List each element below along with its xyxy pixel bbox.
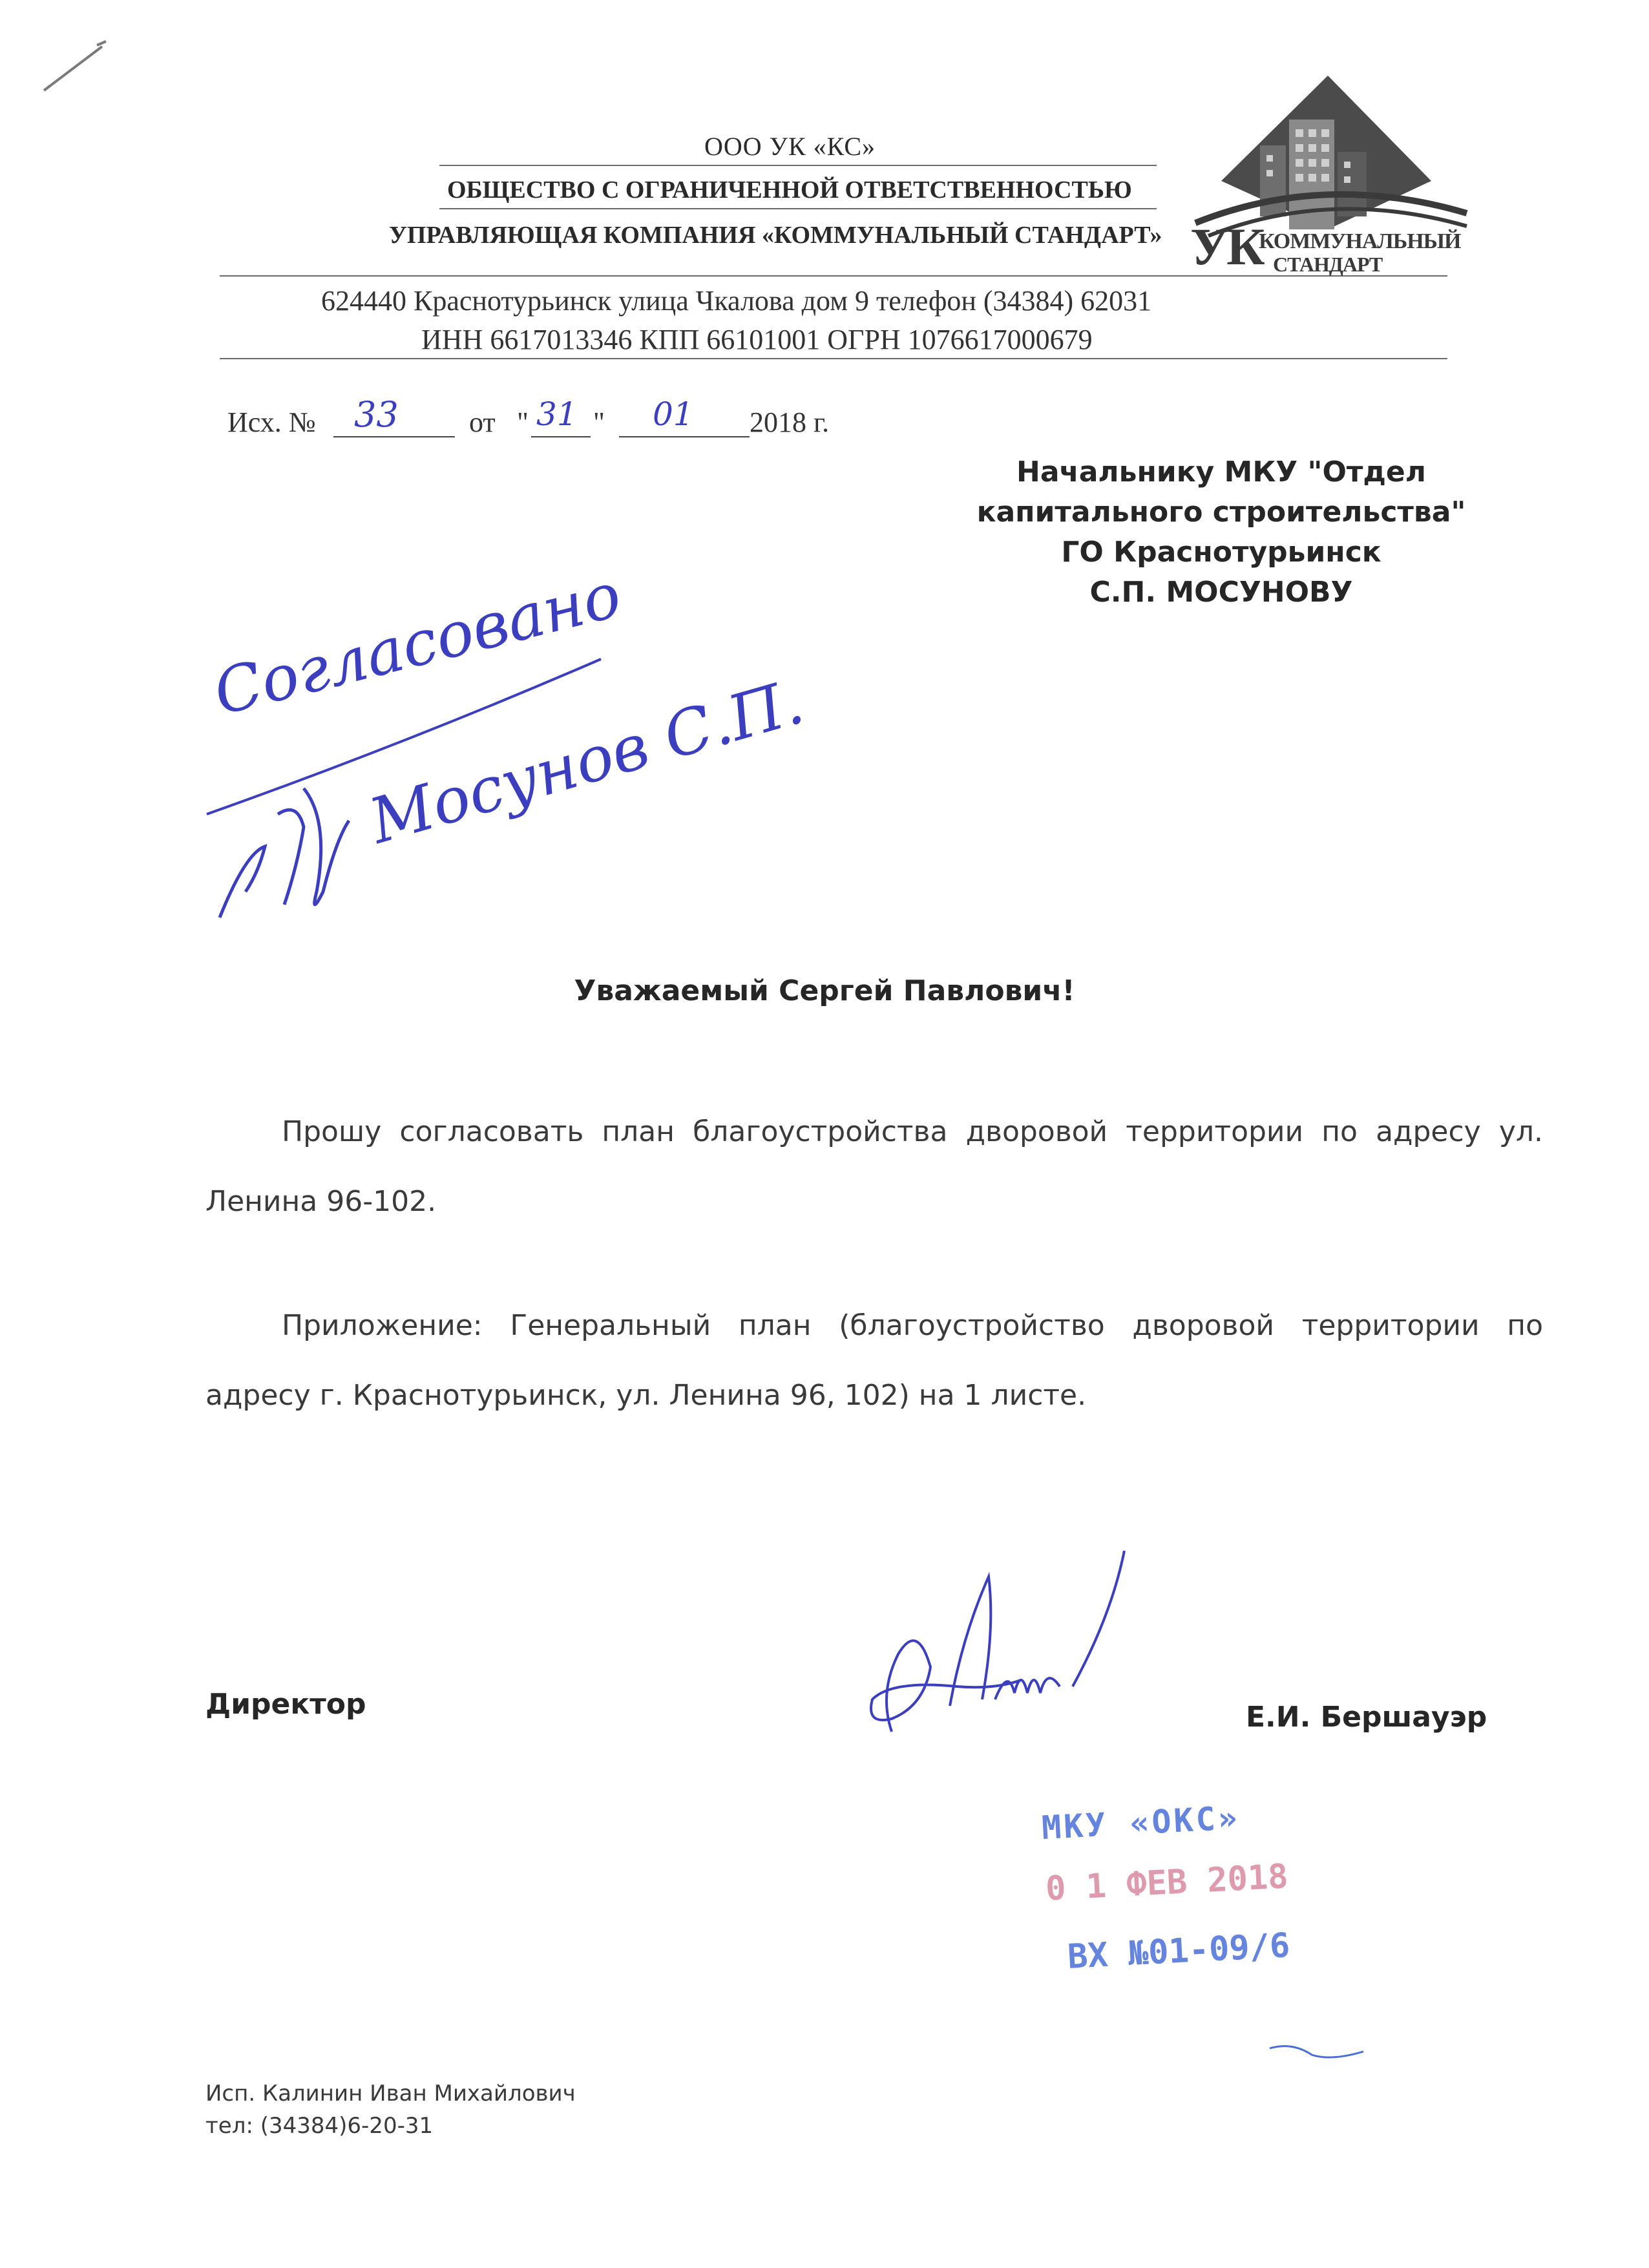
outgoing-number-underline (333, 436, 455, 437)
outgoing-from-label: от (469, 406, 496, 438)
addressee-line2: капитального строительства" (976, 496, 1466, 529)
stamp-date: 0 1 ФЕВ 2018 (1044, 1857, 1290, 1909)
director-signature-icon (853, 1538, 1150, 1745)
approval-note: Согласовано (207, 558, 628, 730)
body-paragraph-1: Прошу согласовать план благоустройства дворовой территории по адресу ул. Ленина 96-102. (205, 1115, 1543, 1218)
company-logo (1182, 74, 1480, 281)
company-address: 624440 Краснотурьинск улица Чкалова дом 9 телефон (34384) 62031 (321, 285, 1152, 317)
outgoing-number: 33 (354, 394, 399, 435)
letterhead-rule-4 (220, 358, 1447, 359)
addressee-block (930, 452, 1512, 613)
letterhead-rule-1 (439, 165, 1157, 166)
executor-phone: тел: (34384)6-20-31 (205, 2113, 434, 2139)
company-registration-ids: ИНН 6617013346 КПП 66101001 ОГРН 1076617000679 (421, 324, 1093, 355)
approval-signer: Мосунов С.П. (362, 665, 812, 858)
scan-artifact-mark (39, 39, 110, 97)
addressee-line4: С.П. МОСУНОВУ (1089, 576, 1353, 609)
addressee-line3: ГО Краснотурьинск (1061, 536, 1381, 569)
outgoing-month: 01 (653, 395, 694, 433)
logo-text-line2: СТАНДАРТ (1273, 253, 1383, 276)
greeting: Уважаемый Сергей Павлович! (574, 974, 1075, 1007)
outgoing-quote-close: " (593, 406, 605, 438)
executor-name: Исп. Калинин Иван Михайлович (205, 2081, 576, 2106)
company-full-name-line2: УПРАВЛЯЮЩАЯ КОМПАНИЯ «КОММУНАЛЬНЫЙ СТАНДАРТ» (389, 222, 1162, 249)
signatory-title: Директор (205, 1688, 366, 1721)
signatory-name: Е.И. Бершауэр (1246, 1701, 1487, 1734)
logo-mark: УК (1190, 217, 1263, 276)
stamp-incoming-number: ВХ №01-09/6 (1066, 1926, 1291, 1977)
stamp-scribble-mark (1266, 2035, 1370, 2074)
outgoing-day-underline (531, 436, 591, 437)
logo-text-line1: КОММУНАЛЬНЫЙ (1259, 229, 1461, 253)
outgoing-day: 31 (536, 395, 578, 433)
letterhead-rule-2 (439, 208, 1157, 209)
addressee-line1: Начальнику МКУ "Отдел (1016, 456, 1426, 488)
company-full-name-line1: ОБЩЕСТВО С ОГРАНИЧЕННОЙ ОТВЕТСТВЕННОСТЬЮ (447, 176, 1132, 204)
stamp-organization: МКУ «ОКС» (1040, 1799, 1241, 1847)
company-short-name: ООО УК «КС» (704, 132, 876, 161)
outgoing-month-underline (619, 436, 750, 437)
outgoing-year: 2018 г. (750, 406, 830, 438)
outgoing-prefix: Исх. № (227, 406, 316, 438)
outgoing-quote-open: " (517, 406, 529, 438)
body-paragraph-2: Приложение: Генеральный план (благоустройство дворовой территории по адресу г. Краснотурьинск, ул. Ленина 96, 102) на 1 листе. (205, 1309, 1543, 1412)
approval-signature-icon (207, 762, 375, 930)
